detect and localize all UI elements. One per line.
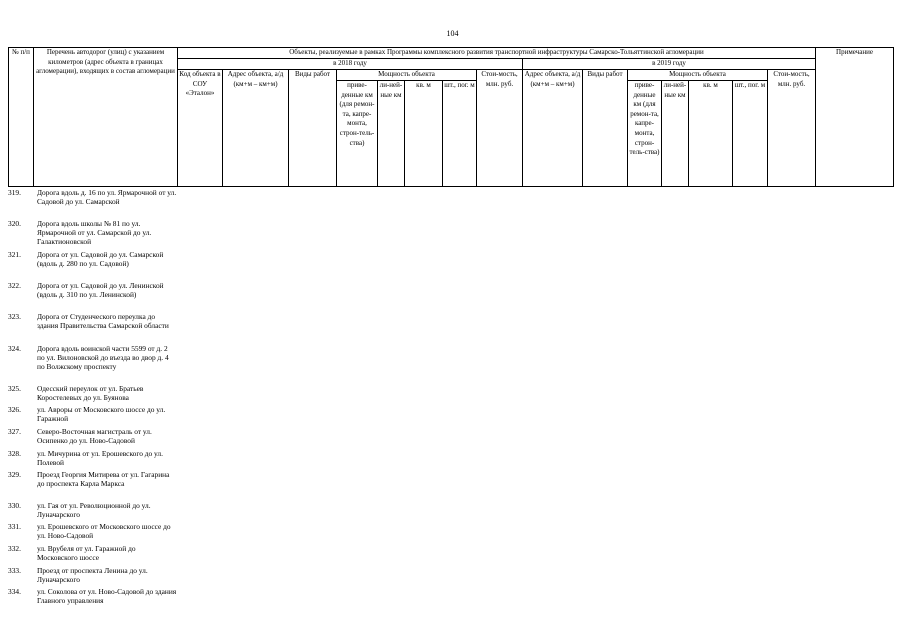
header-num: № п/п bbox=[8, 47, 34, 187]
header-2019-address: Адрес объекта, а/д (км+м – км+м) bbox=[523, 70, 583, 187]
page-number: 104 bbox=[446, 29, 459, 38]
road-description: Одесский переулок от ул. Братьев Коростелевых до ул. Буянова bbox=[37, 384, 144, 403]
row-number: 319. bbox=[8, 188, 21, 197]
header-2018-pcs: шт., пог. м bbox=[443, 81, 477, 187]
row-number: 320. bbox=[8, 219, 21, 228]
road-description: ул. Соколова от ул. Ново-Садовой до здания Главного управления bbox=[37, 587, 177, 606]
row-number: 321. bbox=[8, 250, 21, 259]
row-number: 332. bbox=[8, 544, 21, 553]
road-description: Дорога от Студенческого переулка до здания Правительства Самарской области bbox=[37, 312, 169, 331]
road-description: Северо-Восточная магистраль от ул. Осипенко до ул. Ново-Садовой bbox=[37, 427, 152, 446]
row-number: 325. bbox=[8, 384, 21, 393]
row-number: 328. bbox=[8, 449, 21, 458]
header-2019-sqm: кв. м bbox=[689, 81, 733, 187]
header-2018-cost: Стои-мость, млн. руб. bbox=[477, 70, 523, 187]
header-2019-reduced-km: приве-денные км (для ремон-та, капре-монта, строн-тель-ства) bbox=[628, 81, 662, 187]
road-description: Проезд от проспекта Ленина до ул. Луначарского bbox=[37, 566, 148, 585]
road-description: ул. Гая от ул. Революционной до ул. Луначарского bbox=[37, 501, 151, 520]
road-description: ул. Авроры от Московского шоссе до ул. Гаражной bbox=[37, 405, 166, 424]
row-number: 329. bbox=[8, 470, 21, 479]
header-2018-reduced-km: приве-денные км (для ремон-та, капре-монта, строн-тель-ства) bbox=[337, 81, 378, 187]
row-number: 330. bbox=[8, 501, 21, 510]
header-2018-code: Код объекта в СОУ «Эталон» bbox=[178, 70, 223, 187]
header-2018-works: Виды работ bbox=[289, 70, 337, 187]
road-description: ул. Ерошевского от Московского шоссе до ул. Ново-Садовой bbox=[37, 522, 171, 541]
header-2019-works: Виды работ bbox=[583, 70, 628, 187]
row-number: 323. bbox=[8, 312, 21, 321]
header-year-2018: в 2018 году bbox=[178, 59, 523, 70]
header-2018-address: Адрес объекта, а/д (км+м – км+м) bbox=[223, 70, 289, 187]
road-description: Проезд Георгия Митирева от ул. Гагарина до проспекта Карла Маркса bbox=[37, 470, 170, 489]
header-2019-linear-km: ли-ней-ные км bbox=[662, 81, 689, 187]
header-2018-linear-km: ли-ней-ные км bbox=[378, 81, 405, 187]
road-description: Дорога вдоль д. 16 по ул. Ярмарочной от ул. Садовой до ул. Самарской bbox=[37, 188, 177, 207]
header-2018-sqm: кв. м bbox=[405, 81, 443, 187]
header-program: Объекты, реализуемые в рамках Программы комплексного развития транспортной инфраструктуры Самарско-Тольяттинской агломерации bbox=[178, 47, 816, 59]
header-2019-capacity: Мощность объекта bbox=[628, 70, 768, 81]
row-number: 331. bbox=[8, 522, 21, 531]
row-number: 322. bbox=[8, 281, 21, 290]
row-number: 327. bbox=[8, 427, 21, 436]
header-2019-cost: Стои-мость, млн. руб. bbox=[768, 70, 816, 187]
header-roads: Перечень автодорог (улиц) с указанием километров (адрес объекта в границах агломерации), входящих в состав агломерации bbox=[34, 47, 178, 187]
header-year-2019: в 2019 году bbox=[523, 59, 816, 70]
row-number: 333. bbox=[8, 566, 21, 575]
road-description: Дорога вдоль воинской части 5599 от д. 2 по ул. Вилоновской до въезда во двор д. 4 по Волжскому проспекту bbox=[37, 344, 169, 372]
header-2019-pcs: шт., пог. м bbox=[733, 81, 768, 187]
row-number: 326. bbox=[8, 405, 21, 414]
header-note: Примечание bbox=[816, 47, 894, 187]
road-description: Дорога от ул. Садовой до ул. Ленинской (вдоль д. 310 по ул. Ленинской) bbox=[37, 281, 164, 300]
road-description: ул. Врубеля от ул. Гаражной до Московского шоссе bbox=[37, 544, 136, 563]
road-description: Дорога от ул. Садовой до ул. Самарской (вдоль д. 280 по ул. Садовой) bbox=[37, 250, 164, 269]
road-description: Дорога вдоль школы № 81 по ул. Ярмарочной от ул. Самарской до ул. Галактионовской bbox=[37, 219, 152, 247]
row-number: 334. bbox=[8, 587, 21, 596]
row-number: 324. bbox=[8, 344, 21, 353]
road-description: ул. Мичурина от ул. Ерошевского до ул. Полевой bbox=[37, 449, 163, 468]
header-2018-capacity: Мощность объекта bbox=[337, 70, 477, 81]
